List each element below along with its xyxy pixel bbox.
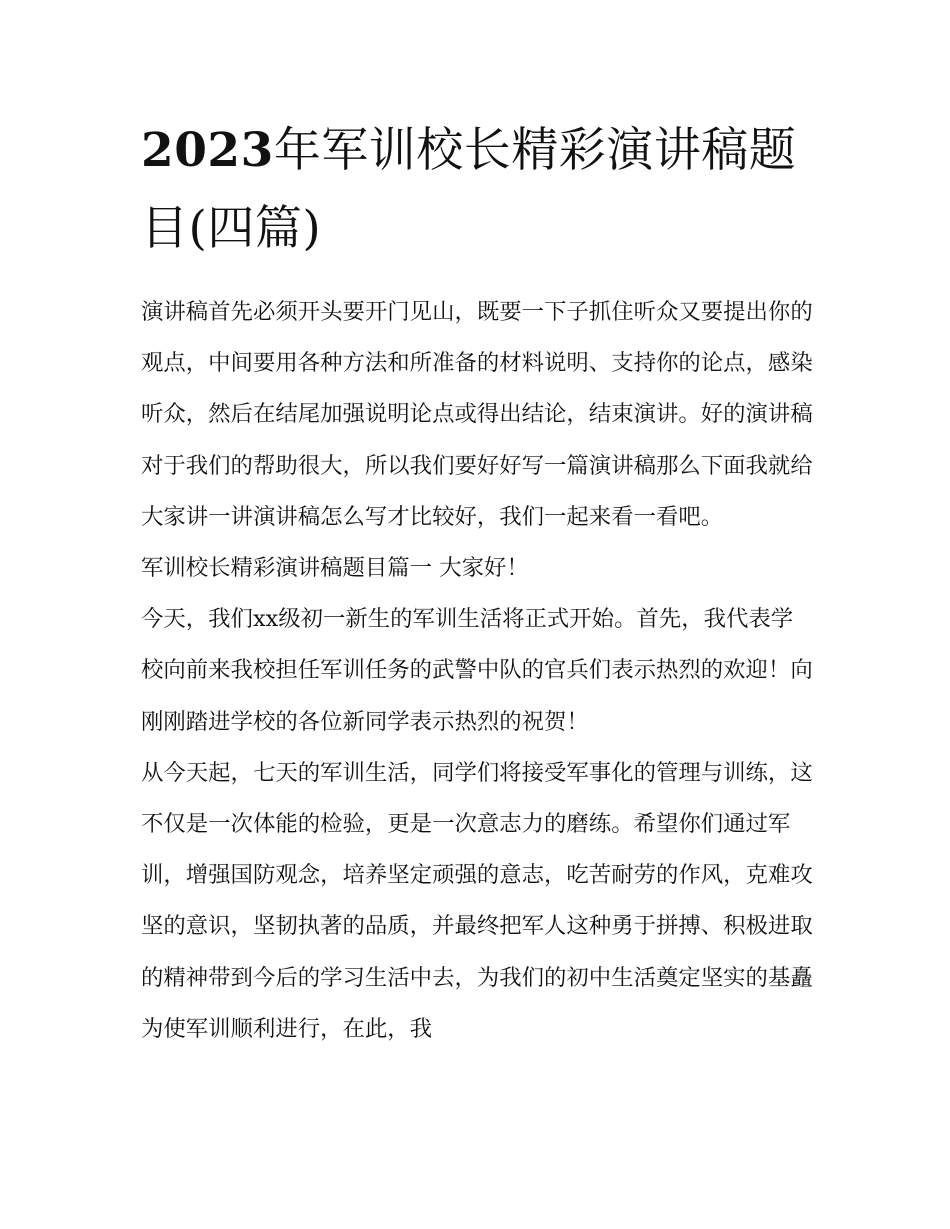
section-heading-paragraph: 军训校长精彩演讲稿题目篇一 大家好！	[141, 555, 529, 582]
document-page	[141, 112, 813, 1055]
title-text: 年军训校长精彩演讲稿题目(四篇)	[141, 123, 797, 256]
welcome-paragraph: 今天，我们xx级初一新生的军训生活将正式开始。首先，我代表学校向前来我校担任军训任务的武警中队的官兵们表示热烈的欢迎！向刚刚踏进学校的各位新同学表示热烈的祝贺！	[141, 606, 813, 735]
document-title	[141, 112, 813, 268]
training-paragraph: 从今天起，七天的军训生活，同学们将接受军事化的管理与训练，这不仅是一次体能的检验，更是一次意志力的磨练。希望你们通过军训，增强国防观念，培养坚定顽强的意志，吃苦耐劳的作风，克难攻坚的意识，坚韧执著的品质，并最终把军人这种勇于拼搏、积极进取的精神带到今后的学习生活中去，为我们的初中生活奠定坚实的基矗为使军训顺利进行，在此，我	[141, 759, 813, 1042]
title-year: 2023	[141, 123, 274, 178]
document-body	[141, 287, 813, 1055]
intro-paragraph: 演讲稿首先必须开头要开门见山，既要一下子抓住听众又要提出你的观点，中间要用各种方法和所准备的材料说明、支持你的论点，感染听众，然后在结尾加强说明论点或得出结论，结束演讲。好的演讲稿对于我们的帮助很大，所以我们要好好写一篇演讲稿那么下面我就给大家讲一讲演讲稿怎么写才比较好，我们一起来看一看吧。	[141, 299, 813, 530]
